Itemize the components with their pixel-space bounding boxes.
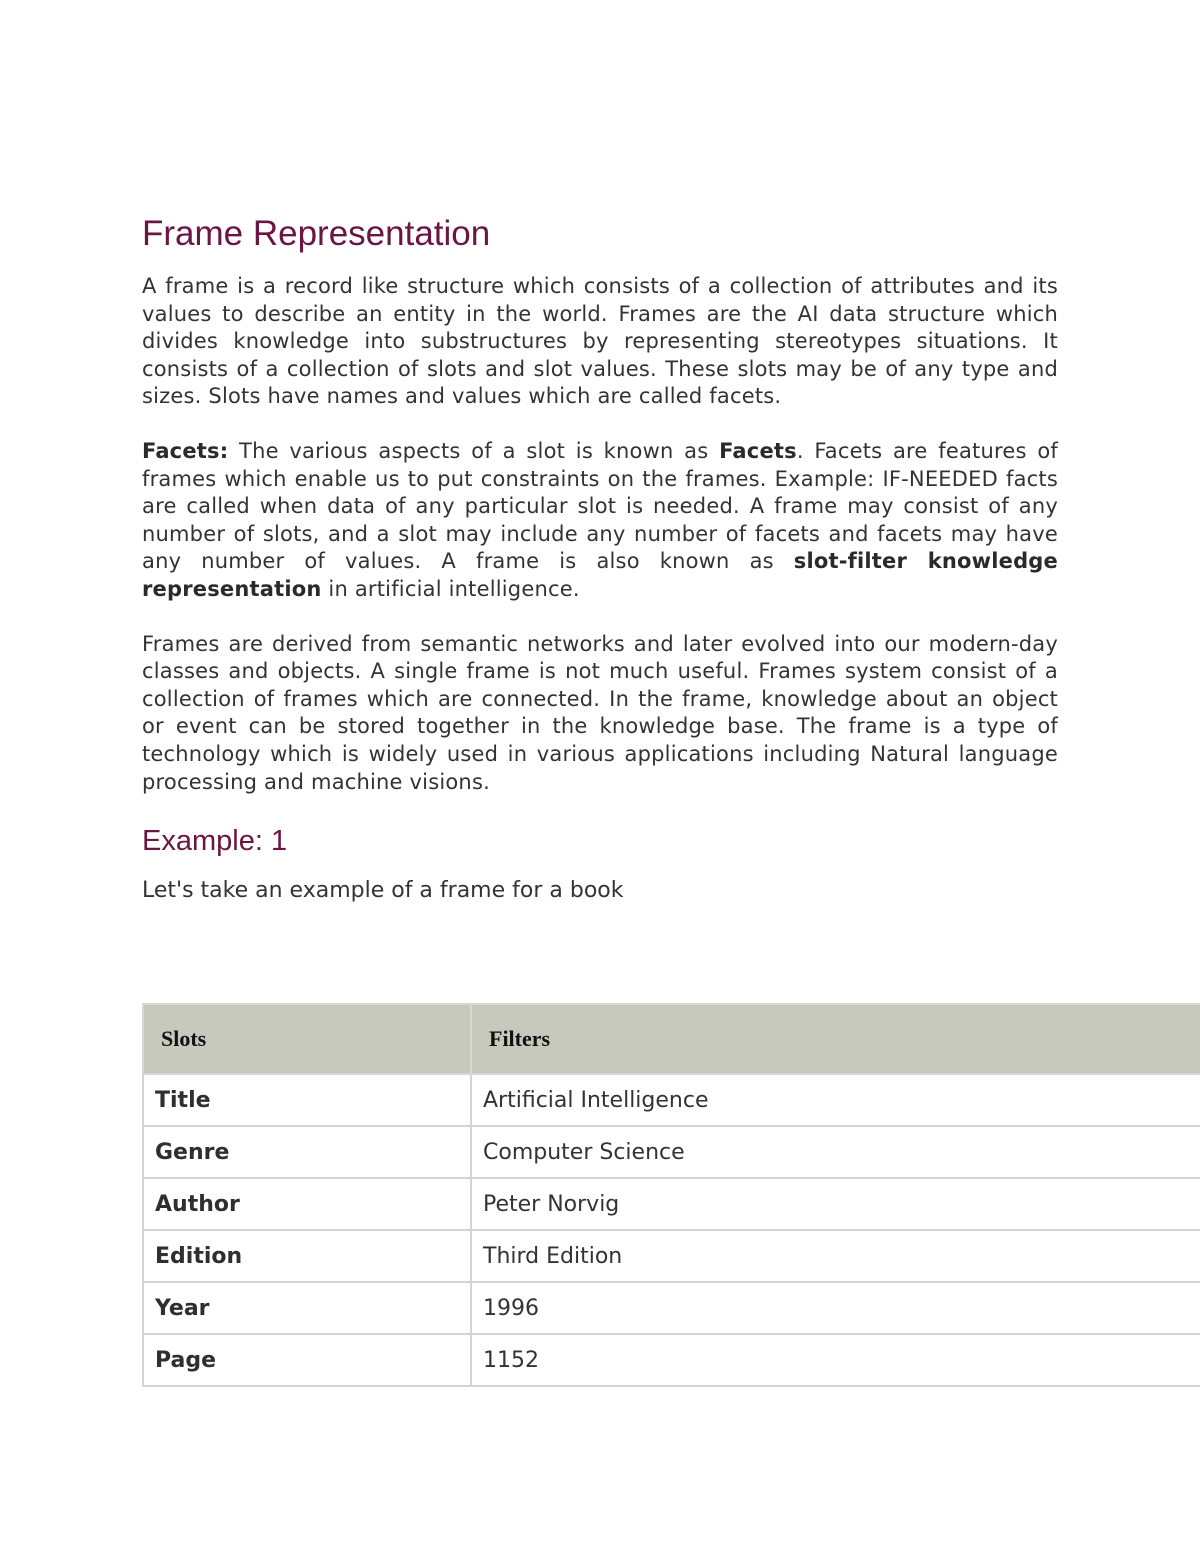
table-row [143,1178,1200,1230]
filter-cell: Computer Science [471,1126,1200,1178]
example-intro: Let's take an example of a frame for a book [142,878,624,904]
facets-text-b: . Facets are features of frames which enable us to put constraints on the frames. Example: IF-NEEDED facts are called when data of any particular slot is needed. A frame may consist of any number of slots, and a slot may include any number of facets and facets may have any number of values. A frame is also known as [142,438,1058,574]
table-row [143,1230,1200,1282]
filter-cell: Peter Norvig [471,1178,1200,1230]
filter-cell: Artificial Intelligence [471,1074,1200,1126]
table-header-row [143,1004,1200,1074]
slot-cell: Title [143,1074,471,1126]
example-heading: Example: 1 [142,825,288,858]
facets-paragraph [142,438,1058,604]
filters-column-header: Filters [471,1004,1200,1074]
facets-term: Facets: [142,438,229,463]
filter-cell: 1152 [471,1334,1200,1386]
slots-column-header: Slots [143,1004,471,1074]
filter-cell: 1996 [471,1282,1200,1334]
frames-paragraph: Frames are derived from semantic networks and later evolved into our modern-day classes and objects. A single frame is not much useful. Frames system consist of a collection of frames which are connected. In the frame, knowledge about an object or event can be stored together in the knowledge base. The frame is a type of technology which is widely used in various applications including Natural language processing and machine visions. [142,631,1058,794]
table-row [143,1126,1200,1178]
slot-cell: Page [143,1334,471,1386]
slot-cell: Year [143,1282,471,1334]
book-frame-table [142,1003,1200,1387]
slot-filter-term: slot-filter knowledge representation [142,549,1058,601]
slot-cell: Author [143,1178,471,1230]
intro-paragraph: A frame is a record like structure which consists of a collection of attributes and its values to describe an entity in the world. Frames are the AI data structure which divides knowledge into substructures by representing stereotypes situations. It consists of a collection of slots and slot values. These slots may be of any type and sizes. Slots have names and values which are called facets. [142,274,1058,409]
filter-cell: Third Edition [471,1230,1200,1282]
page-title: Frame Representation [142,214,491,253]
facets-text-a: The various aspects of a slot is known as [228,438,720,463]
table-row [143,1282,1200,1334]
slot-cell: Edition [143,1230,471,1282]
facets-text-c: in artificial intelligence. [321,576,580,601]
table-row [143,1334,1200,1386]
document-page [142,212,1058,931]
slot-cell: Genre [143,1126,471,1178]
table-row [143,1074,1200,1126]
facets-bold-term: Facets [719,438,797,463]
